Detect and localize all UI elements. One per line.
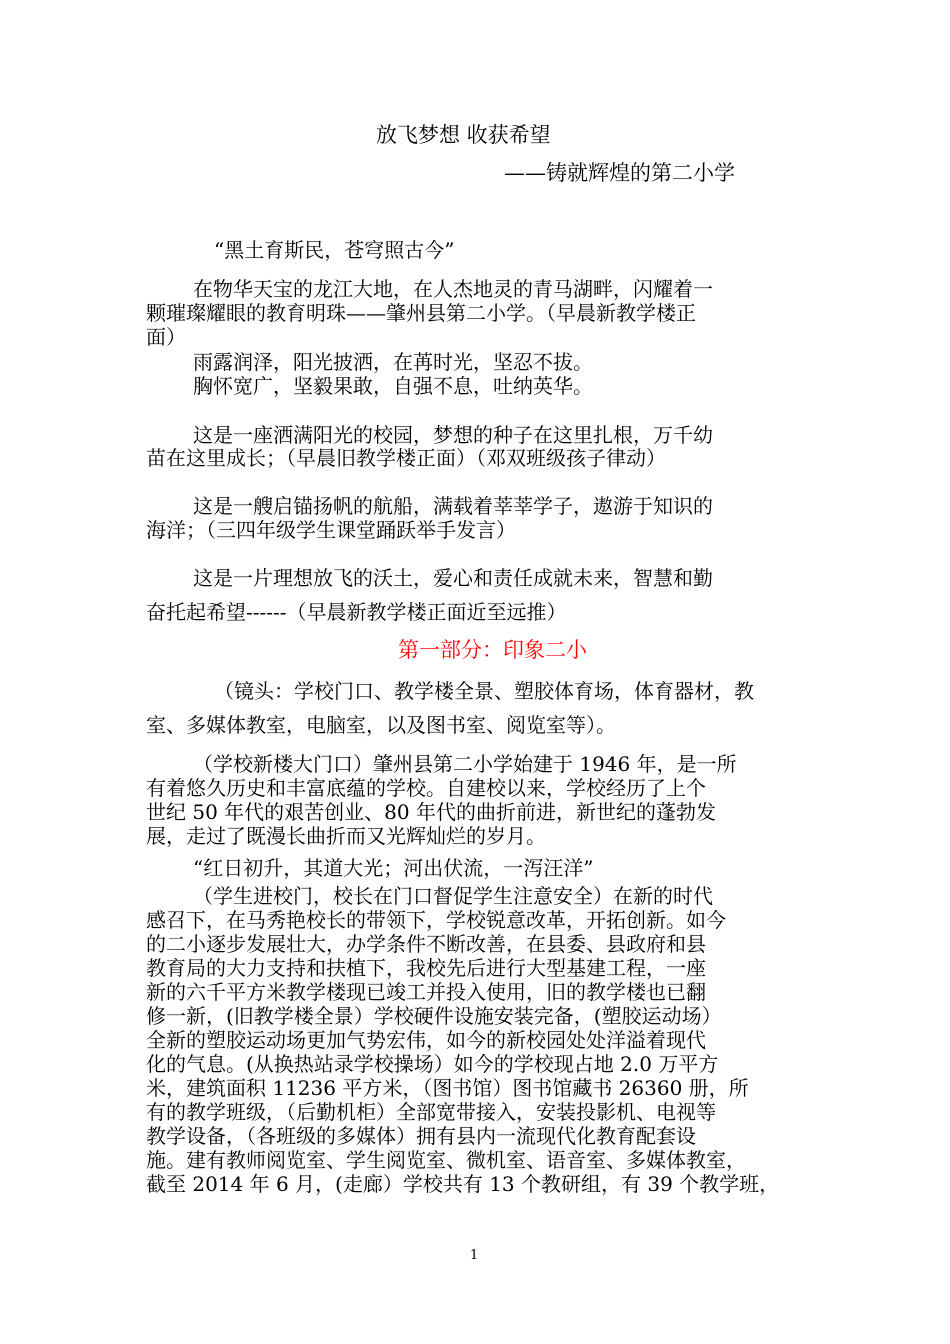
paragraph-2-line-2: 苗在这里成长；（早晨旧教学楼正面）（邓双班级孩子律动）: [146, 446, 666, 470]
paragraph-7-line-1: （学生进校门，校长在门口督促学生注意安全）在新的时代: [193, 884, 713, 908]
paragraph-6-line-3: 世纪 50 年代的艰苦创业、80 年代的曲折前进，新世纪的蓬勃发: [146, 800, 716, 824]
paragraph-7-line-2: 感召下，在马秀艳校长的带领下，学校锐意改革，开拓创新。如今: [146, 908, 726, 932]
paragraph-7-line-3: 的二小逐步发展壮大，办学条件不断改善，在县委、县政府和县: [146, 932, 706, 956]
paragraph-7-line-10: 有的教学班级，（后勤机柜）全部宽带接入，安装投影机、电视等: [146, 1100, 716, 1124]
paragraph-7-line-8: 化的气息。(从换热站录学校操场）如今的学校现占地 2.0 万平方: [146, 1052, 719, 1076]
page-number: 1: [470, 1248, 479, 1263]
verse-line-1: 雨露润泽，阳光披洒，在苒时光，坚忍不拔。: [193, 350, 593, 374]
paragraph-7-line-9: 米，建筑面积 11236 平方米，（图书馆）图书馆藏书 26360 册，所: [146, 1076, 749, 1100]
paragraph-7-line-4: 教育局的大力支持和扶植下，我校先后进行大型基建工程，一座: [146, 956, 706, 980]
paragraph-7-line-12: 施。建有教师阅览室、学生阅览室、微机室、语音室、多媒体教室，: [146, 1148, 746, 1172]
paragraph-6-line-4: 展，走过了既漫长曲折而又光辉灿烂的岁月。: [146, 824, 546, 848]
section-heading: 第一部分：印象二小: [398, 638, 587, 662]
paragraph-7-line-11: 教学设备，（各班级的多媒体）拥有县内一流现代化教育配套设: [146, 1124, 696, 1148]
paragraph-1-line-3: 面）: [146, 325, 186, 349]
paragraph-4-line-1: 这是一片理想放飞的沃土，爱心和责任成就未来，智慧和勤: [193, 566, 713, 590]
paragraph-5-line-1: （镜头：学校门口、教学楼全景、塑胶体育场，体育器材，教: [214, 679, 754, 703]
paragraph-3-line-1: 这是一艘启锚扬帆的航船，满载着莘莘学子，遨游于知识的: [193, 494, 713, 518]
verse-line-2: 胸怀宽广，坚毅果敢，自强不息，吐纳英华。: [193, 374, 593, 398]
paragraph-6-line-2: 有着悠久历史和丰富底蕴的学校。自建校以来，学校经历了上个: [146, 776, 706, 800]
second-quote: “红日初升，其道大光；河出伏流，一泻汪洋”: [193, 856, 594, 880]
paragraph-4-line-2: 奋托起希望------（早晨新教学楼正面近至远推）: [146, 600, 567, 624]
paragraph-2-line-1: 这是一座洒满阳光的校园，梦想的种子在这里扎根，万千幼: [193, 423, 713, 447]
paragraph-7-line-13: 截至 2014 年 6 月，(走廊）学校共有 13 个教研组，有 39 个教学班，: [146, 1172, 780, 1196]
paragraph-7-line-6: 修一新，(旧教学楼全景）学校硬件设施安装完备，(塑胶运动场）: [146, 1004, 722, 1028]
paragraph-5-line-2: 室、多媒体教室，电脑室，以及图书室、阅览室等）。: [146, 713, 616, 737]
opening-quote: “黑土育斯民，苍穹照古今”: [214, 238, 455, 262]
document-subtitle: ——铸就辉煌的第二小学: [504, 161, 735, 185]
document-title: 放飞梦想 收获希望: [376, 123, 551, 147]
paragraph-6-line-1: （学校新楼大门口）肇州县第二小学始建于 1946 年，是一所: [193, 752, 737, 776]
paragraph-7-line-5: 新的六千平方米教学楼现已竣工并投入使用，旧的教学楼也已翻: [146, 980, 706, 1004]
paragraph-1-line-1: 在物华天宝的龙江大地，在人杰地灵的青马湖畔，闪耀着一: [193, 277, 713, 301]
paragraph-1-line-2: 颗璀璨耀眼的教育明珠——肇州县第二小学。（早晨新教学楼正: [146, 301, 696, 325]
paragraph-3-line-2: 海洋；（三四年级学生课堂踊跃举手发言）: [146, 518, 516, 542]
paragraph-7-line-7: 全新的塑胶运动场更加气势宏伟，如今的新校园处处洋溢着现代: [146, 1028, 706, 1052]
